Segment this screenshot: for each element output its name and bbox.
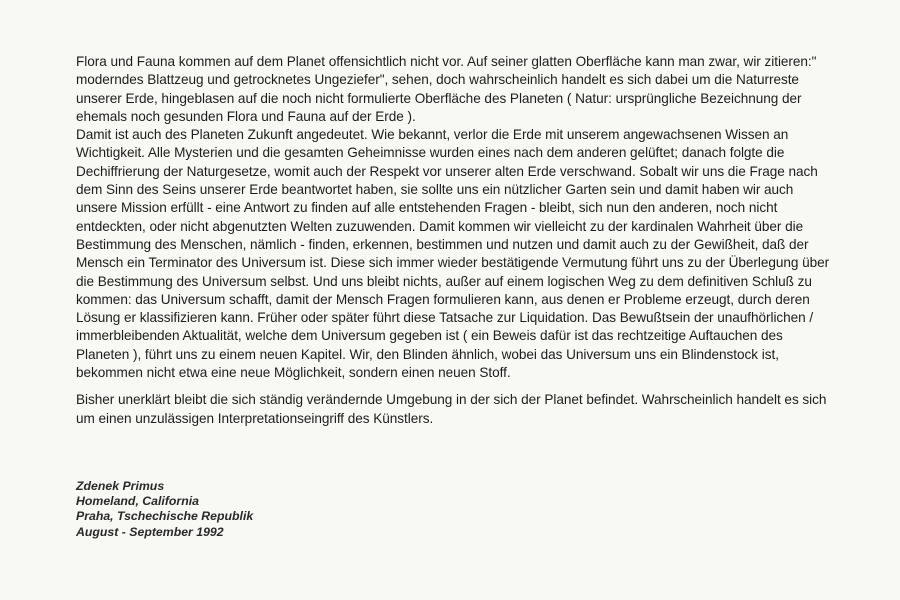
paragraph-flora-fauna: Flora und Fauna kommen auf dem Planet offensichtlich nicht vor. Auf seiner glatten Oberfläche kann man zwar, wir zitieren:" moderndes Blattzeug und getrocknetes Ungeziefer", sehen, doch wahrscheinlich handelt es sich dabei um die Naturreste unserer Erde, hingeblasen auf die noch nicht formulierte Oberfläche des Planeten ( Natur: ursprüngliche Bezeichnung der ehemals noch gesunden Flora und Fauna auf der Erde ). xyxy=(76,54,817,124)
paragraph-environment: Bisher unerklärt bleibt die sich ständig verändernde Umgebung in der sich der Planet befindet. Wahrscheinlich handelt es sich um einen unzulässigen Interpretationseingriff des Künstlers. xyxy=(76,392,827,426)
signature-block xyxy=(76,479,253,540)
paragraph-planet-future: Damit ist auch des Planeten Zukunft angedeutet. Wie bekannt, verlor die Erde mit unserem angewachsenen Wissen an Wichtigkeit. Alle Mysterien und die gesamten Geheimnisse wurden eines nach dem anderen gelüftet; danach folgte die Dechiffrierung der Naturgesetze, womit auch der Respekt vor unserer alten Erde verschwand. Sobalt wir uns die Frage nach dem Sinn des Seins unserer Erde beantwortet haben, sie sollte uns ein nützlicher Garten sein und damit haben wir auch unsere Mission erfüllt - eine Antwort zu finden auf alle entstehenden Fragen - bleibt, sich nun den anderen, noch nicht entdeckten, oder nicht abgenutzten Welten zuzuwenden. Damit kommen wir vielleicht zu der kardinalen Wahrheit über die Bestimmung des Menschen, nämlich - finden, erkennen, bestimmen und nutzen und damit auch zu der Gewißheit, daß der Mensch ein Terminator des Universum ist. Diese sich immer wieder bestätigende Vermutung führt uns zu der Überlegung über die Bestimmung des Universum selbst. Und uns bleibt nichts, außer auf einem logischen Weg zu dem definitiven Schluß zu kommen: das Universum schafft, damit der Mensch Fragen formulieren kann, aus denen er Probleme erzeugt, durch deren Lösung er klassifizieren kann. Früher oder später führt diese Tatsache zur Liquidation. Das Bewußtsein der unaufhörlichen / immerbleibenden Aktualität, welche dem Universum gegeben ist ( ein Beweis dafür ist das rechtzeitige Auftauchen des Planeten ), führt uns zu einem neuen Kapitel. Wir, den Blinden ähnlich, wobei das Universum uns ein Blindenstock ist, bekommen nicht etwa eine neue Möglichkeit, sondern einen neuen Stoff. xyxy=(76,127,830,381)
document-date: August - September 1992 xyxy=(76,524,224,539)
author-name: Zdenek Primus xyxy=(76,479,165,493)
author-place-praha: Praha, Tschechische Republik xyxy=(76,509,254,524)
author-place-homeland: Homeland, California xyxy=(76,494,199,509)
body-text xyxy=(76,53,834,428)
